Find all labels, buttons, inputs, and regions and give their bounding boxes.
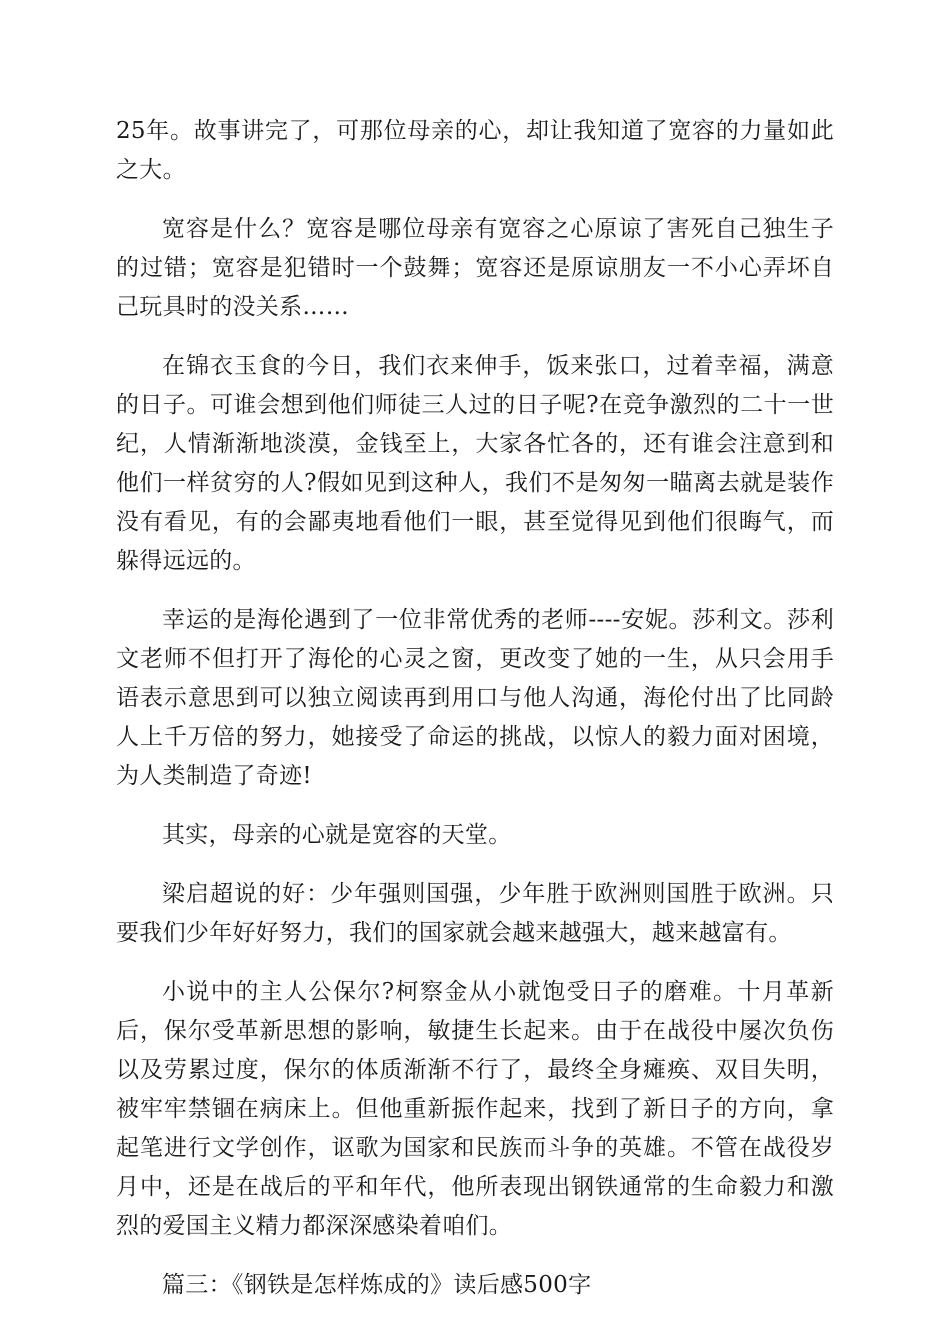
- paragraph-tolerance-definition: 宽容是什么？宽容是哪位母亲有宽容之心原谅了害死自己独生子的过错；宽容是犯错时一个鼓舞；宽容还是原谅朋友一不小心弄坏自己玩具时的没关系……: [116, 216, 834, 320]
- paragraph-mother-heart: 其实，母亲的心就是宽容的天堂。: [162, 822, 512, 848]
- paragraph-pavel: 小说中的主人公保尔?柯察金从小就饱受日子的磨难。十月革新后，保尔受革新思想的影响，敏捷生长起来。由于在战役中屡次负伤以及劳累过度，保尔的体质渐渐不行了，最终全身瘫痪、双目失明，被牢牢禁锢在病床上。但他重新振作起来，找到了新日子的方向，拿起笔进行文学创作，讴歌为国家和民族而斗争的英雄。不管在战役岁月中，还是在战后的平和年代，他所表现出钢铁通常的生命毅力和激烈的爱国主义精力都深深感染着咱们。: [116, 979, 834, 1239]
- paragraph-liang-qichao: 梁启超说的好：少年强则国强，少年胜于欧洲则国胜于欧洲。只要我们少年好好努力，我们的国家就会越来越强大，越来越富有。: [116, 881, 834, 946]
- section-heading: 篇三：《钢铁是怎样炼成的》读后感500字: [162, 1272, 592, 1298]
- paragraph-modern-life: 在锦衣玉食的今日，我们衣来伸手，饭来张口，过着幸福，满意的日子。可谁会想到他们师徒三人过的日子呢?在竞争激烈的二十一世纪，人情渐渐地淡漠，金钱至上，大家各忙各的，还有谁会注意到和他们一样贫穷的人?假如见到这种人，我们不是匆匆一瞄离去就是装作没有看见，有的会鄙夷地看他们一眼，甚至觉得见到他们很晦气，而躲得远远的。: [116, 353, 834, 574]
- paragraph-continuation: 25年。故事讲完了，可那位母亲的心，却让我知道了宽容的力量如此之大。: [116, 118, 834, 183]
- paragraph-helen-keller: 幸运的是海伦遇到了一位非常优秀的老师----安妮。莎利文。莎利文老师不但打开了海伦的心灵之窗，更改变了她的一生，从只会用手语表示意思到可以独立阅读再到用口与他人沟通，海伦付出了比同龄人上千万倍的努力，她接受了命运的挑战，以惊人的毅力面对困境，为人类制造了奇迹!: [116, 607, 834, 789]
